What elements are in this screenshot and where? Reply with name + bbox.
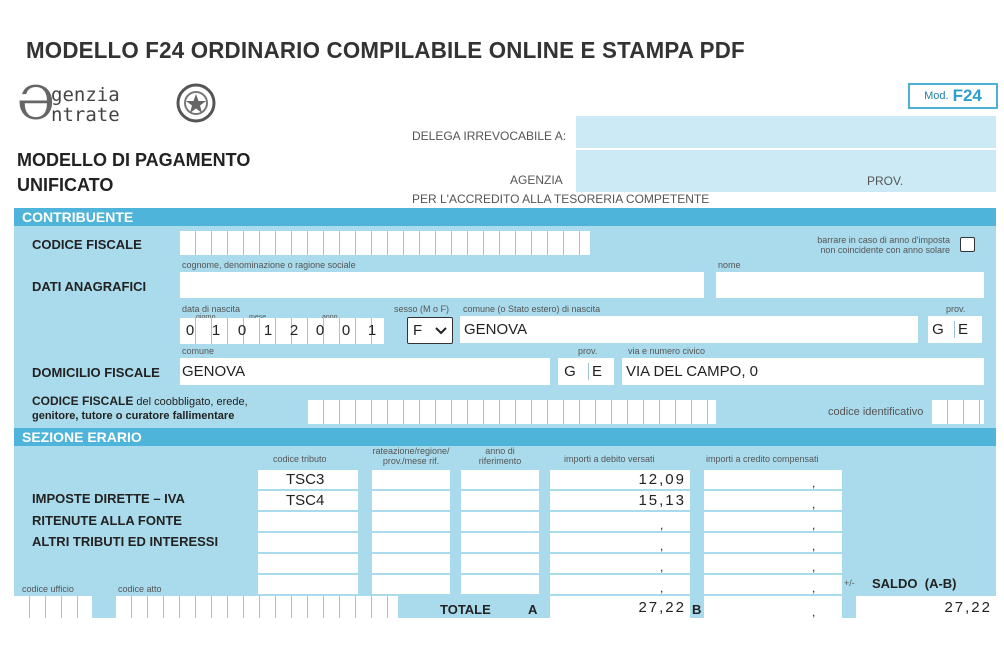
credito-cell[interactable] — [704, 533, 842, 552]
decimal-comma: , — [812, 539, 816, 553]
coobbligato-rest: del coobbligato, erede, — [133, 396, 248, 408]
col-anno-line1: anno di — [485, 446, 515, 456]
codice-tributo-cell[interactable] — [258, 512, 358, 531]
altri-tributi-label: ALTRI TRIBUTI ED INTERESSI — [32, 534, 219, 549]
codice-tributo-cell[interactable] — [258, 491, 358, 510]
f24-label: F24 — [952, 86, 982, 105]
dati-anagrafici-label: DATI ANAGRAFICI — [32, 279, 147, 294]
barrare-note-line2: non coincidente con anno solare — [820, 245, 950, 255]
col-rateazione-line1: rateazione/regione/ — [372, 446, 450, 456]
prov-domicilio-input[interactable] — [558, 358, 614, 385]
decimal-comma: , — [660, 539, 664, 553]
decimal-comma: , — [660, 518, 664, 532]
domicilio-fiscale-label: DOMICILIO FISCALE — [32, 365, 160, 380]
decimal-comma: , — [812, 560, 816, 574]
anno-cell[interactable] — [461, 575, 539, 594]
codice-atto-label: codice atto — [118, 584, 162, 594]
data-nascita-input[interactable] — [180, 318, 384, 344]
debito-cell[interactable] — [550, 470, 690, 489]
birth-digit: 1 — [263, 322, 273, 339]
codice-tributo-cell[interactable] — [258, 533, 358, 552]
rateazione-cell[interactable] — [372, 575, 450, 594]
codice-ufficio-label: codice ufficio — [22, 584, 74, 594]
credito-cell[interactable] — [704, 554, 842, 573]
contribuente-band: CONTRIBUENTE — [14, 208, 996, 226]
agenzia-label: AGENZIA — [510, 173, 563, 187]
sesso-label: sesso (M o F) — [394, 304, 450, 314]
birth-digit: 0 — [185, 322, 195, 339]
prov-nascita-char: E — [954, 321, 971, 338]
codice-tributo-value: TSC3 — [286, 471, 325, 488]
mod-f24-badge — [908, 83, 998, 109]
rateazione-cell[interactable] — [372, 470, 450, 489]
prov-dom-char: E — [588, 363, 605, 380]
nome-label: nome — [718, 260, 741, 270]
data-nascita-label: data di nascita — [182, 304, 241, 314]
credito-cell[interactable] — [704, 575, 842, 594]
rateazione-cell[interactable] — [372, 512, 450, 531]
chevron-down-icon — [435, 327, 447, 335]
debito-cell[interactable] — [550, 575, 690, 594]
decimal-comma: , — [812, 581, 816, 595]
birth-digit: 0 — [237, 322, 247, 339]
prov-nascita-label: prov. — [946, 304, 966, 314]
via-value: VIA DEL CAMPO, 0 — [626, 363, 758, 380]
via-input[interactable] — [622, 358, 984, 385]
debito-cell[interactable] — [550, 491, 690, 510]
birth-digit: 2 — [289, 322, 299, 339]
anno-cell[interactable] — [461, 533, 539, 552]
codice-tributo-value: TSC4 — [286, 492, 325, 509]
col-anno — [462, 446, 538, 466]
totale-a-label: A — [528, 602, 538, 617]
comune-nascita-label: comune (o Stato estero) di nascita — [463, 304, 601, 314]
accredito-label: PER L'ACCREDITO ALLA TESORERIA COMPETENTE — [412, 192, 710, 206]
barrare-note — [770, 235, 950, 255]
comune-label: comune — [182, 346, 215, 356]
coobbligato-label — [32, 394, 248, 423]
plusminus-label: +/- — [844, 578, 855, 588]
logo-a-mark: Ə — [17, 76, 55, 130]
prov-dom-label: prov. — [578, 346, 598, 356]
saldo-label — [872, 576, 957, 591]
birth-digit: 0 — [341, 322, 351, 339]
totale-b-field — [704, 596, 842, 618]
debito-cell[interactable] — [550, 512, 690, 531]
birth-digit: 1 — [367, 322, 377, 339]
anno-cell[interactable] — [461, 554, 539, 573]
agenzia-entrate-logo — [17, 76, 227, 132]
col-anno-line2: riferimento — [478, 456, 522, 466]
credito-cell[interactable] — [704, 470, 842, 489]
prov-nascita-input[interactable] — [928, 316, 982, 343]
coobbligato-line2: genitore, tutore o curatore fallimentare — [32, 410, 235, 422]
totale-label: TOTALE — [440, 602, 491, 617]
mod-label: Mod. — [924, 90, 949, 102]
form-title — [17, 148, 250, 198]
sesso-select[interactable] — [407, 317, 453, 344]
rateazione-cell[interactable] — [372, 533, 450, 552]
rateazione-cell[interactable] — [372, 491, 450, 510]
form-title-line1: MODELLO DI PAGAMENTO — [17, 150, 251, 170]
col-credito: importi a credito compensati — [706, 454, 819, 464]
codice-tributo-cell[interactable] — [258, 575, 358, 594]
imposte-dirette-label: IMPOSTE DIRETTE – IVA — [32, 491, 185, 506]
col-debito: importi a debito versati — [564, 454, 655, 464]
codice-identificativo-label: codice identificativo — [828, 406, 924, 418]
decimal-comma: , — [660, 560, 664, 574]
delega-field[interactable] — [576, 116, 996, 148]
agenzia-prov-field[interactable] — [576, 150, 996, 192]
anno-imposta-checkbox[interactable] — [960, 237, 975, 252]
col-codice-tributo: codice tributo — [273, 454, 327, 464]
saldo-value: 27,22 — [944, 599, 992, 616]
ritenute-label: RITENUTE ALLA FONTE — [32, 513, 182, 528]
delega-label: DELEGA IRREVOCABILE A: — [412, 129, 567, 143]
codice-identificativo-input[interactable] — [932, 400, 984, 424]
via-label: via e numero civico — [628, 346, 706, 356]
decimal-comma: , — [812, 476, 816, 490]
form-title-line2: UNIFICATO — [17, 175, 114, 195]
sesso-value: F — [413, 322, 423, 339]
anno-cell[interactable] — [461, 470, 539, 489]
comune-nascita-input[interactable] — [460, 316, 918, 343]
codice-tributo-cell[interactable] — [258, 470, 358, 489]
rateazione-cell[interactable] — [372, 554, 450, 573]
col-rateazione — [365, 446, 457, 466]
page-headline: MODELLO F24 ORDINARIO COMPILABILE ONLINE E STAMPA PDF — [26, 37, 745, 63]
anno-cell[interactable] — [461, 512, 539, 531]
erario-band: SEZIONE ERARIO — [14, 428, 996, 446]
anno-cell[interactable] — [461, 491, 539, 510]
cognome-label: cognome, denominazione o ragione sociale — [182, 260, 356, 270]
debito-value: 12,09 — [638, 471, 686, 488]
codice-atto-input[interactable] — [116, 596, 398, 618]
republic-seal-icon — [175, 80, 217, 126]
logo-line2: ntrate — [51, 104, 120, 126]
codice-fiscale-input[interactable] — [180, 231, 590, 255]
comune-nascita-value: GENOVA — [464, 321, 528, 338]
totale-a-field — [550, 596, 690, 618]
debito-cell[interactable] — [550, 554, 690, 573]
cognome-input[interactable] — [180, 272, 704, 298]
totale-b-comma: , — [812, 605, 816, 619]
col-rateazione-line2: prov./mese rif. — [382, 456, 440, 466]
birth-digit: 0 — [315, 322, 325, 339]
saldo-text: SALDO — [872, 576, 918, 591]
codice-tributo-cell[interactable] — [258, 554, 358, 573]
credito-cell[interactable] — [704, 512, 842, 531]
codice-fiscale-label: CODICE FISCALE — [32, 237, 142, 252]
debito-cell[interactable] — [550, 533, 690, 552]
credito-cell[interactable] — [704, 491, 842, 510]
totale-b-label: B — [692, 602, 702, 617]
prov-dom-char: G — [564, 363, 576, 380]
birth-digit: 1 — [211, 322, 221, 339]
saldo-ab: (A-B) — [924, 576, 957, 591]
barrare-note-line1: barrare in caso di anno d'imposta — [817, 235, 950, 245]
codice-ufficio-input[interactable] — [14, 596, 92, 618]
comune-domicilio-value: GENOVA — [182, 363, 246, 380]
comune-domicilio-input[interactable] — [180, 358, 550, 385]
logo-line1: genzia — [51, 84, 120, 106]
prov-label: PROV. — [867, 174, 904, 188]
totale-a-value: 27,22 — [638, 599, 686, 616]
decimal-comma: , — [812, 497, 816, 511]
decimal-comma: , — [812, 518, 816, 532]
decimal-comma: , — [660, 581, 664, 595]
prov-nascita-char: G — [932, 321, 944, 338]
coobbligato-input[interactable] — [308, 400, 716, 424]
coobbligato-bold: CODICE FISCALE — [32, 394, 134, 408]
debito-value: 15,13 — [638, 492, 686, 509]
saldo-field — [856, 596, 996, 618]
nome-input[interactable] — [716, 272, 984, 298]
